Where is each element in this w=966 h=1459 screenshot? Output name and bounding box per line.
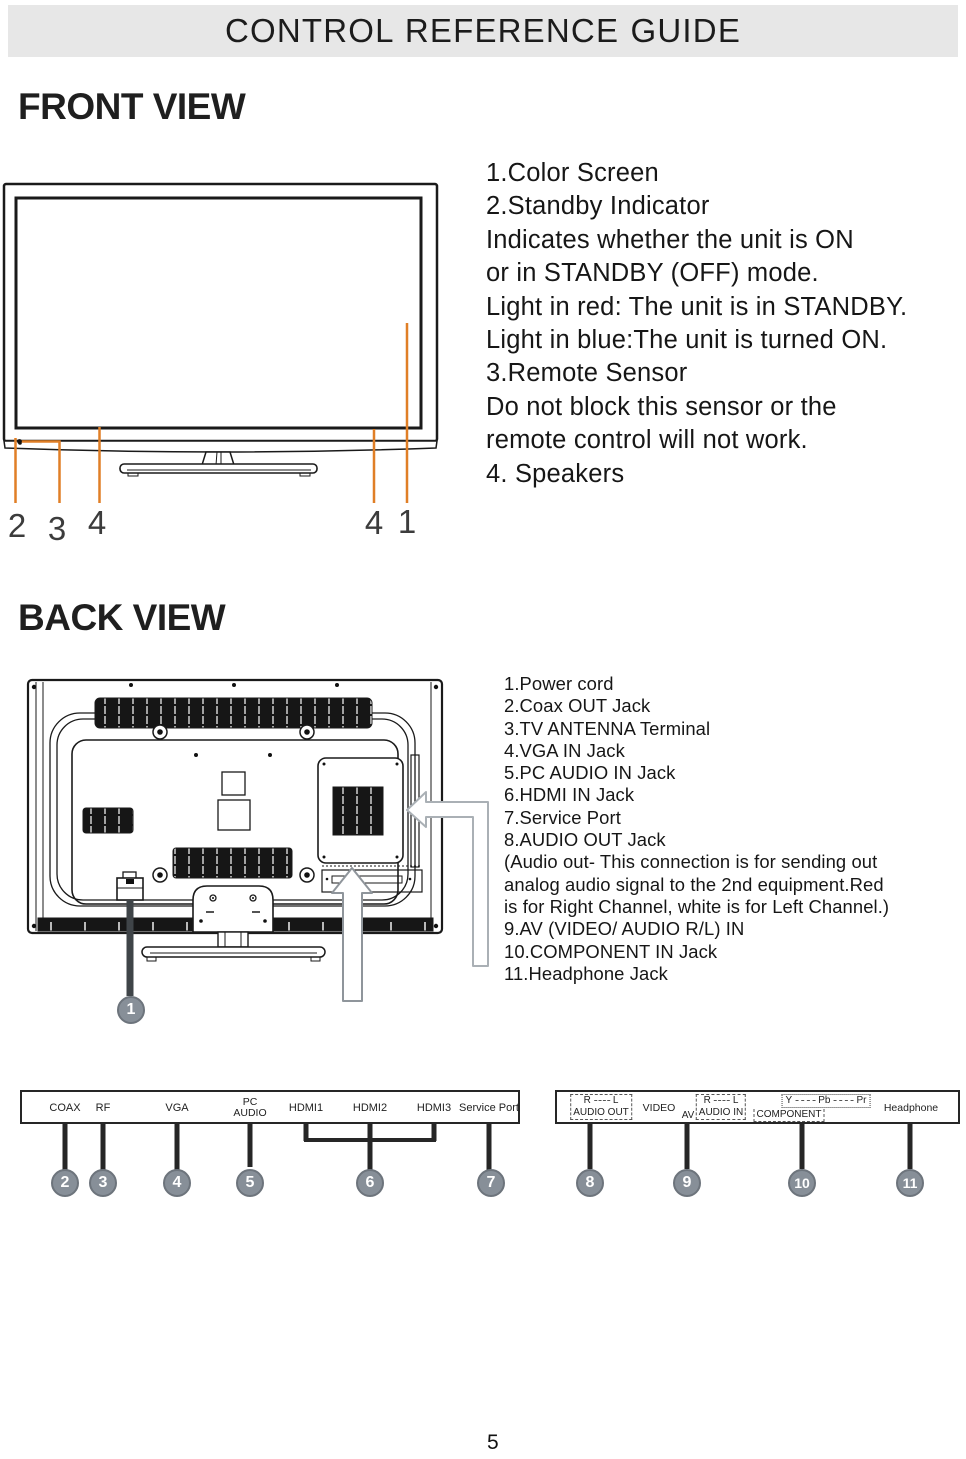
audio-out-l: L: [612, 1095, 619, 1106]
description-line: 1.Power cord: [504, 673, 614, 694]
callout-badge-11: 11: [896, 1169, 924, 1197]
headphone-label: Headphone: [883, 1102, 939, 1114]
front-callout-number: 4: [364, 504, 384, 541]
callout-badge-3: 3: [89, 1169, 117, 1197]
description-line: remote control will not work.: [486, 426, 808, 455]
stand-neck-back: [218, 932, 248, 947]
description-line: 5.PC AUDIO IN Jack: [504, 762, 676, 784]
up-arrow-icon: [332, 868, 372, 1001]
page-title: CONTROL REFERENCE GUIDE: [224, 12, 742, 49]
audio-out-label: AUDIO OUT: [573, 1107, 629, 1118]
callout-badge-2: 2: [51, 1169, 79, 1197]
description-line: Do not block this sensor or the: [486, 392, 837, 421]
description-line: 10.COMPONENT IN Jack: [504, 940, 718, 962]
callout-badge-9: 9: [673, 1169, 701, 1197]
description-line: analog audio signal to the 2nd equipment.Red: [504, 873, 884, 895]
port-label-hdmi3: HDMI3: [416, 1102, 452, 1114]
description-line: 3.Remote Sensor: [486, 359, 688, 388]
audio-in-l: L: [732, 1095, 739, 1106]
callout-line-3: [21, 442, 60, 504]
back-view-diagram: [0, 660, 500, 1040]
port-label-hdmi2: HDMI2: [352, 1102, 388, 1114]
port-label-coax: COAX: [49, 1102, 81, 1114]
pc-audio-line1: PC: [242, 1096, 258, 1108]
callout-badge-4: 4: [163, 1169, 191, 1197]
callout-badge-10: 10: [788, 1169, 816, 1197]
description-line: 1.Color Screen: [486, 159, 659, 187]
description-line: Light in red: The unit is in STANDBY.: [486, 292, 908, 321]
connector-block: [333, 787, 383, 835]
callout-badge-8: 8: [576, 1169, 604, 1197]
front-view-title: FRONT VIEW: [18, 86, 246, 127]
stand-bracket: [193, 886, 273, 932]
bottom-vent: [173, 848, 292, 878]
description-line: is for Right Channel, white is for Left Channel.): [504, 895, 890, 917]
bottom-ports-panel-left: [20, 1090, 520, 1124]
description-line: 4.VGA IN Jack: [504, 739, 625, 761]
stand-base: [120, 464, 317, 473]
port-label-rf: RF: [95, 1102, 111, 1114]
page-number: 5: [487, 1431, 499, 1454]
video-label: VIDEO: [642, 1102, 676, 1114]
audio-out-group: [570, 1094, 632, 1120]
description-line: or in STANDBY (OFF) mode.: [486, 259, 819, 288]
callout-badge-6: 6: [356, 1169, 384, 1197]
front-view-diagram: [0, 155, 480, 555]
stand-base-back: [142, 947, 325, 957]
audio-in-r: R: [703, 1095, 711, 1106]
front-callout-number: 2: [7, 507, 27, 544]
port-label-service-port: Service Port: [459, 1102, 519, 1114]
remote-sensor-dot: [17, 439, 22, 444]
back-view-title: BACK VIEW: [18, 597, 226, 638]
front-view-description: [486, 157, 961, 491]
port-label-vga: VGA: [165, 1102, 189, 1114]
description-line: 6.HDMI IN Jack: [504, 784, 635, 806]
description-line: Indicates whether the unit is ON: [486, 225, 854, 254]
component-y: Y: [785, 1095, 793, 1106]
bottom-ports-panel-right: [555, 1090, 960, 1124]
pc-audio-line2: AUDIO: [233, 1107, 267, 1119]
component-label: COMPONENT: [754, 1109, 825, 1122]
tv-chin: [4, 441, 437, 452]
description-line: 4. Speakers: [486, 459, 625, 488]
audio-in-group: [696, 1094, 746, 1120]
component-ypbpr-group: [782, 1094, 871, 1108]
description-line: 2.Standby Indicator: [486, 192, 710, 221]
port-label-pc-audio: [233, 1097, 266, 1119]
description-line: 11.Headphone Jack: [504, 962, 668, 984]
description-line: 7.Service Port: [504, 806, 621, 828]
front-callout-number: 3: [47, 510, 67, 547]
port-label-hdmi1: HDMI1: [288, 1102, 324, 1114]
audio-in-label: AUDIO IN: [698, 1107, 744, 1118]
callout-badge-5: 5: [236, 1169, 264, 1197]
header-bar: [8, 5, 958, 57]
top-vent-grille: [95, 698, 372, 728]
back-view-description: [504, 673, 966, 985]
description-line: Light in blue:The unit is turned ON.: [486, 326, 888, 355]
tv-screen: [16, 198, 421, 428]
callout-badge-7: 7: [477, 1169, 505, 1197]
description-line: 3.TV ANTENNA Terminal: [504, 717, 711, 739]
component-pr: Pr: [856, 1095, 867, 1106]
component-pb: Pb: [818, 1095, 831, 1106]
audio-out-r: R: [583, 1095, 591, 1106]
stand-neck: [202, 452, 234, 465]
front-callout-number: 1: [397, 503, 417, 540]
callout-badge-power: 1: [117, 996, 145, 1024]
front-callout-number: 4: [87, 504, 107, 541]
description-line: (Audio out- This connection is for sending out: [504, 851, 878, 873]
description-line: 9.AV (VIDEO/ AUDIO R/L) IN: [504, 918, 745, 940]
description-line: 2.Coax OUT Jack: [504, 695, 651, 717]
side-vent: [83, 808, 133, 833]
av-label: AV: [681, 1110, 695, 1121]
description-line: 8.AUDIO OUT Jack: [504, 829, 666, 851]
